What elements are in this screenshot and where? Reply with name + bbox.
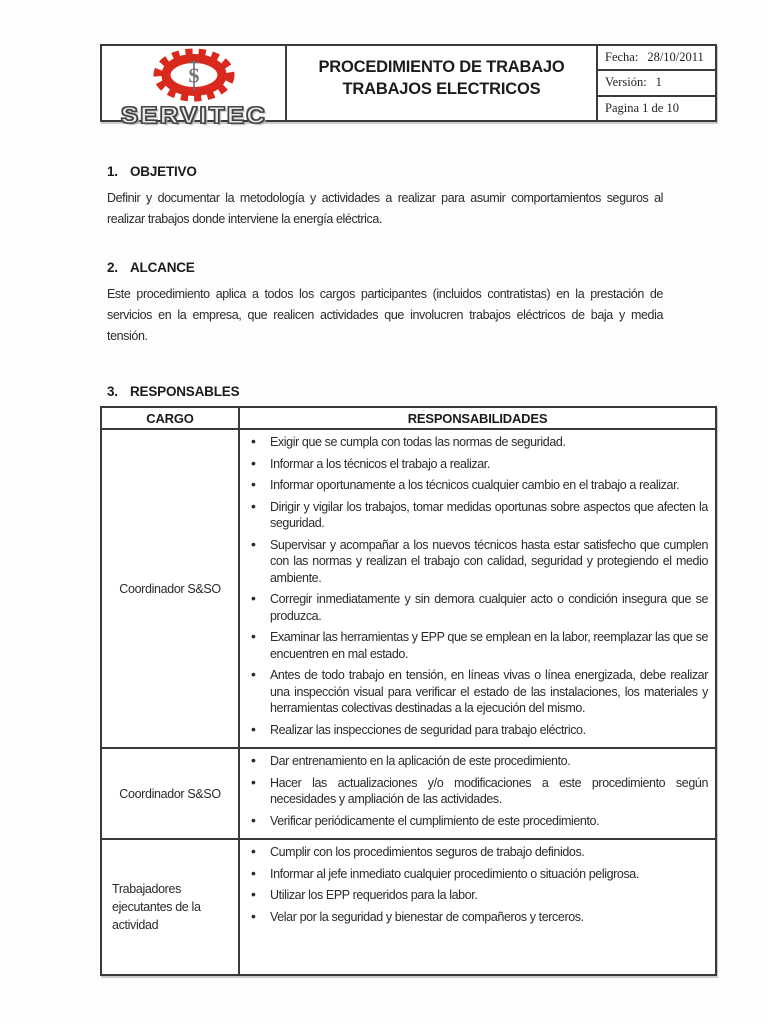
section-title: ALCANCE — [130, 260, 195, 275]
responsibilities-cell — [239, 839, 716, 975]
title-line-1: PROCEDIMIENTO DE TRABAJO — [318, 58, 565, 76]
responsibility-item: • Supervisar y acompañar a los nuevos técnicos hasta estar satisfecho que cumplen con las normas y realizan el trabajo con calidad, seguridad y protegiendo el medio ambiente. — [240, 537, 708, 587]
responsibility-item: • Exigir que se cumpla con todas las normas de seguridad. — [240, 434, 708, 451]
title-line-2: TRABAJOS ELECTRICOS — [342, 80, 541, 98]
section-heading-alcance — [107, 260, 195, 275]
responsibility-item: • Dirigir y vigilar los trabajos, tomar medidas oportunas sobre aspectos que afecten la seguridad. — [240, 499, 708, 532]
responsibility-item: • Utilizar los EPP requeridos para la labor. — [240, 887, 708, 904]
company-logo — [102, 46, 287, 128]
responsibilities-cell — [239, 748, 716, 839]
meta-value: 1 — [655, 75, 662, 90]
responsibility-item: • Realizar las inspecciones de seguridad para trabajo eléctrico. — [240, 722, 708, 739]
section-number: 2. — [107, 260, 118, 275]
cargo-cell: Coordinador S&SO — [101, 429, 239, 748]
objetivo-paragraph: Definir y documentar la metodología y actividades a realizar para asumir comportamientos seguros al realizar trabajos donde interviene la energía eléctrica. — [107, 191, 663, 226]
meta-row-fecha — [598, 46, 715, 69]
responsibility-item: • Cumplir con los procedimientos seguros de trabajo definidos. — [240, 844, 708, 861]
responsibility-item: • Verificar periódicamente el cumplimiento de este procedimiento. — [240, 813, 708, 830]
document-meta — [598, 46, 715, 120]
meta-row-version — [598, 69, 715, 94]
section-heading-responsables — [107, 384, 239, 399]
table-header-cargo: CARGO — [101, 407, 239, 429]
responsibility-item: • Antes de todo trabajo en tensión, en líneas vivas o línea energizada, debe realizar una inspección visual para verificar el estado de las instalaciones, los materiales y herramientas colectivas destinadas a la ejecución del mismo. — [240, 667, 708, 717]
responsibility-list — [240, 844, 708, 925]
meta-value: 28/10/2011 — [647, 50, 704, 65]
responsibilities-cell — [239, 429, 716, 748]
table-row — [101, 429, 716, 748]
document-title — [287, 46, 598, 120]
section-title: OBJETIVO — [130, 164, 197, 179]
responsibility-item: • Velar por la seguridad y bienestar de compañeros y terceros. — [240, 909, 708, 926]
table-header-row — [101, 407, 716, 429]
responsibility-item: • Informar a los técnicos el trabajo a realizar. — [240, 456, 708, 473]
section-number: 1. — [107, 164, 118, 179]
svg-text:S: S — [187, 63, 200, 88]
responsibility-item: • Informar oportunamente a los técnicos cualquier cambio en el trabajo a realizar. — [240, 477, 708, 494]
company-name: SERVITEC — [120, 102, 267, 128]
responsibility-item: • Dar entrenamiento en la aplicación de este procedimiento. — [240, 753, 708, 770]
responsibility-item: • Informar al jefe inmediato cualquier procedimiento o situación peligrosa. — [240, 866, 708, 883]
section-heading-objetivo — [107, 164, 197, 179]
cargo-cell: Trabajadores ejecutantes de la actividad — [101, 839, 239, 975]
meta-label: Versión: — [605, 75, 647, 90]
responsibility-list — [240, 434, 708, 738]
meta-label: Pagina 1 de 10 — [605, 100, 679, 115]
alcance-paragraph: Este procedimiento aplica a todos los cargos participantes (incluidos contratistas) en la prestación de servicios en la empresa, que realicen actividades que involucren trabajos eléctricos de baja y media tensión. — [107, 287, 663, 343]
table-row — [101, 839, 716, 975]
cargo-cell: Coordinador S&SO — [101, 748, 239, 839]
responsibility-item: • Corregir inmediatamente y sin demora cualquier acto o condición insegura que se produzca. — [240, 591, 708, 624]
meta-row-pagina — [598, 95, 715, 120]
responsibility-list — [240, 753, 708, 829]
section-title: RESPONSABLES — [130, 384, 240, 399]
table-row — [101, 748, 716, 839]
document-header — [100, 44, 717, 128]
table-header-responsabilidades: RESPONSABILIDADES — [239, 407, 716, 429]
responsibilities-table — [100, 406, 717, 976]
responsibility-item: • Examinar las herramientas y EPP que se emplean en la labor, reemplazar las que se encuentren en mal estado. — [240, 629, 708, 662]
meta-label: Fecha: — [605, 50, 639, 65]
section-number: 3. — [107, 384, 118, 399]
responsibility-item: • Hacer las actualizaciones y/o modificaciones a este procedimiento según necesidades y ampliación de las actividades. — [240, 775, 708, 808]
